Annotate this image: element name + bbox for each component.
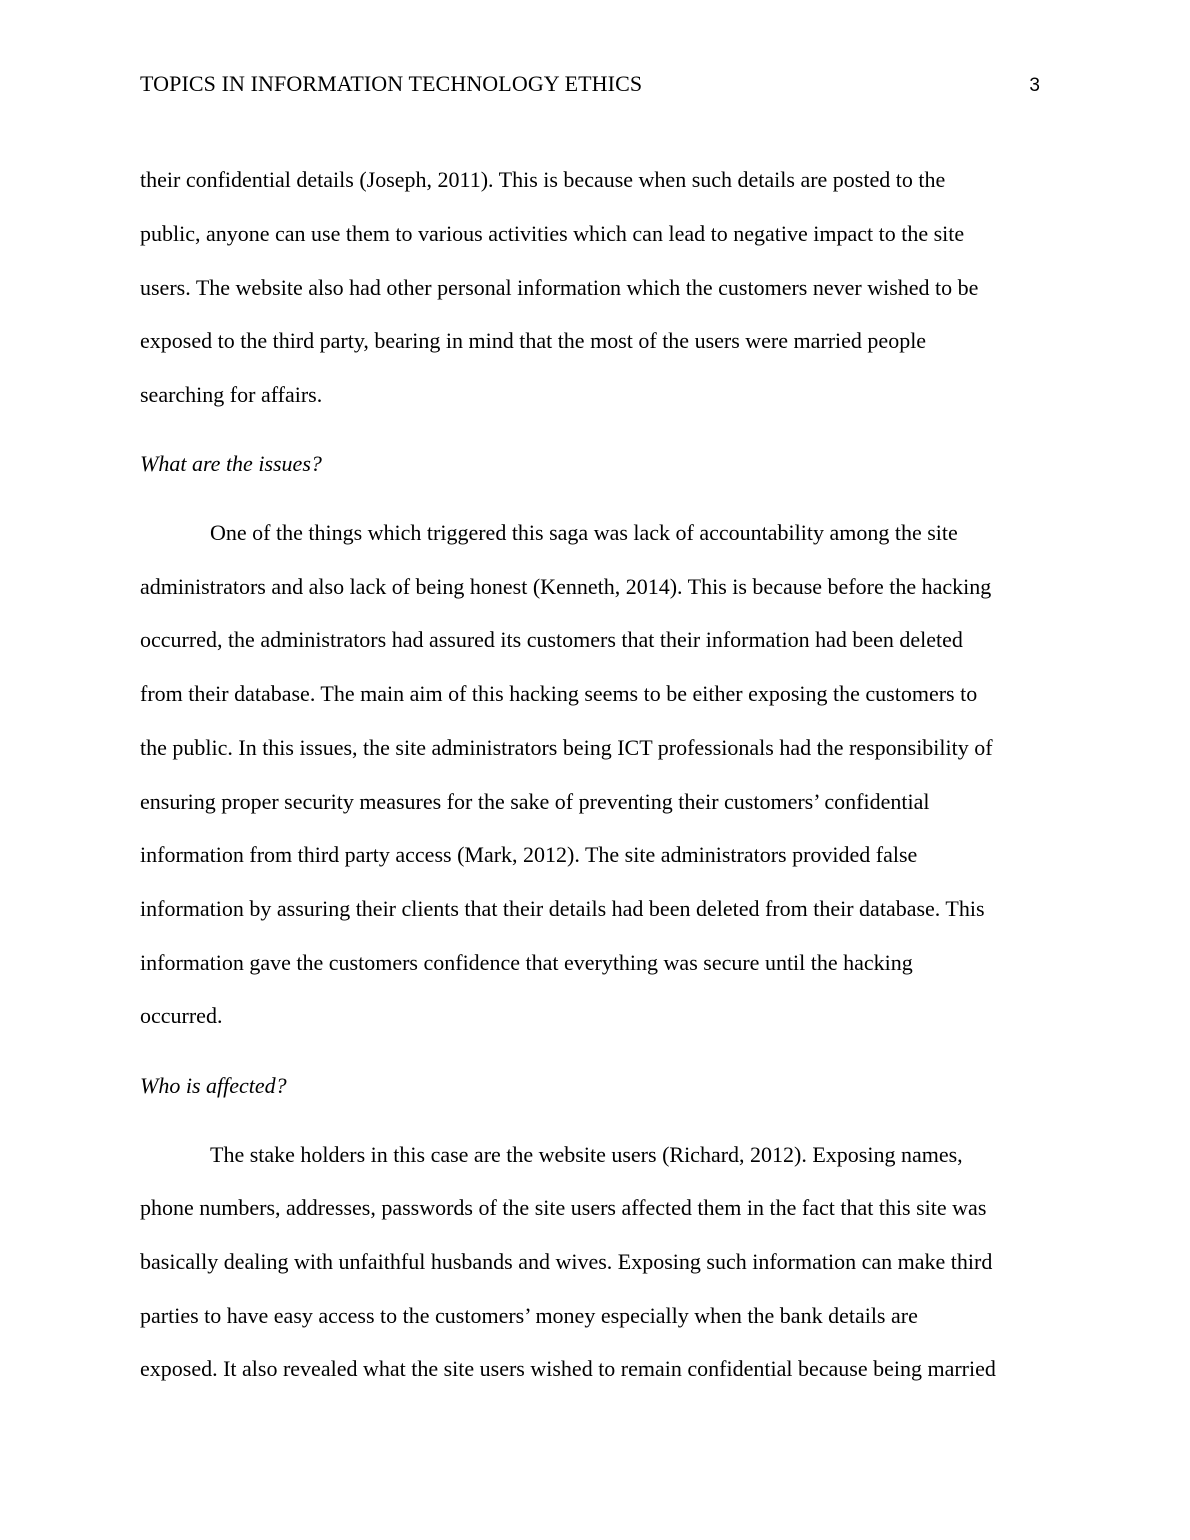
paragraph-line: parties to have easy access to the customers’ money especially when the bank details are [140, 1303, 918, 1328]
paragraph-line: administrators and also lack of being honest (Kenneth, 2014). This is because before the hacking [140, 574, 992, 599]
paragraph-line: ensuring proper security measures for the sake of preventing their customers’ confidential [140, 789, 930, 814]
page-number: 3 [1029, 75, 1040, 96]
paragraph-line: The stake holders in this case are the website users (Richard, 2012). Exposing names, [210, 1142, 963, 1167]
paragraph-line: the public. In this issues, the site administrators being ICT professionals had the responsibility of [140, 735, 993, 760]
paragraph-line: basically dealing with unfaithful husbands and wives. Exposing such information can make third [140, 1249, 993, 1274]
running-head: TOPICS IN INFORMATION TECHNOLOGY ETHICS [140, 71, 643, 96]
paragraph-line: occurred. [140, 1003, 223, 1028]
paragraph-line: from their database. The main aim of this hacking seems to be either exposing the customers to [140, 681, 978, 706]
paragraph-line: occurred, the administrators had assured its customers that their information had been deleted [140, 627, 963, 652]
paragraph-line: users. The website also had other personal information which the customers never wished to be [140, 275, 979, 300]
paragraph-line: information from third party access (Mark, 2012). The site administrators provided false [140, 842, 918, 867]
paragraph-line: their confidential details (Joseph, 2011). This is because when such details are posted to the [140, 167, 946, 192]
section-heading: What are the issues? [140, 451, 322, 476]
paragraph-line: searching for affairs. [140, 382, 323, 407]
paragraph-line: public, anyone can use them to various activities which can lead to negative impact to the site [140, 221, 965, 246]
section-heading: Who is affected? [140, 1073, 287, 1098]
paragraph-line: information gave the customers confidence that everything was secure until the hacking [140, 950, 913, 975]
paragraph-line: phone numbers, addresses, passwords of the site users affected them in the fact that this site was [140, 1195, 987, 1220]
paragraph-line: One of the things which triggered this saga was lack of accountability among the site [210, 520, 958, 545]
paragraph-line: exposed. It also revealed what the site users wished to remain confidential because being married [140, 1356, 996, 1381]
paragraph-line: information by assuring their clients that their details had been deleted from their database. This [140, 896, 985, 921]
paragraph-line: exposed to the third party, bearing in mind that the most of the users were married people [140, 328, 927, 353]
